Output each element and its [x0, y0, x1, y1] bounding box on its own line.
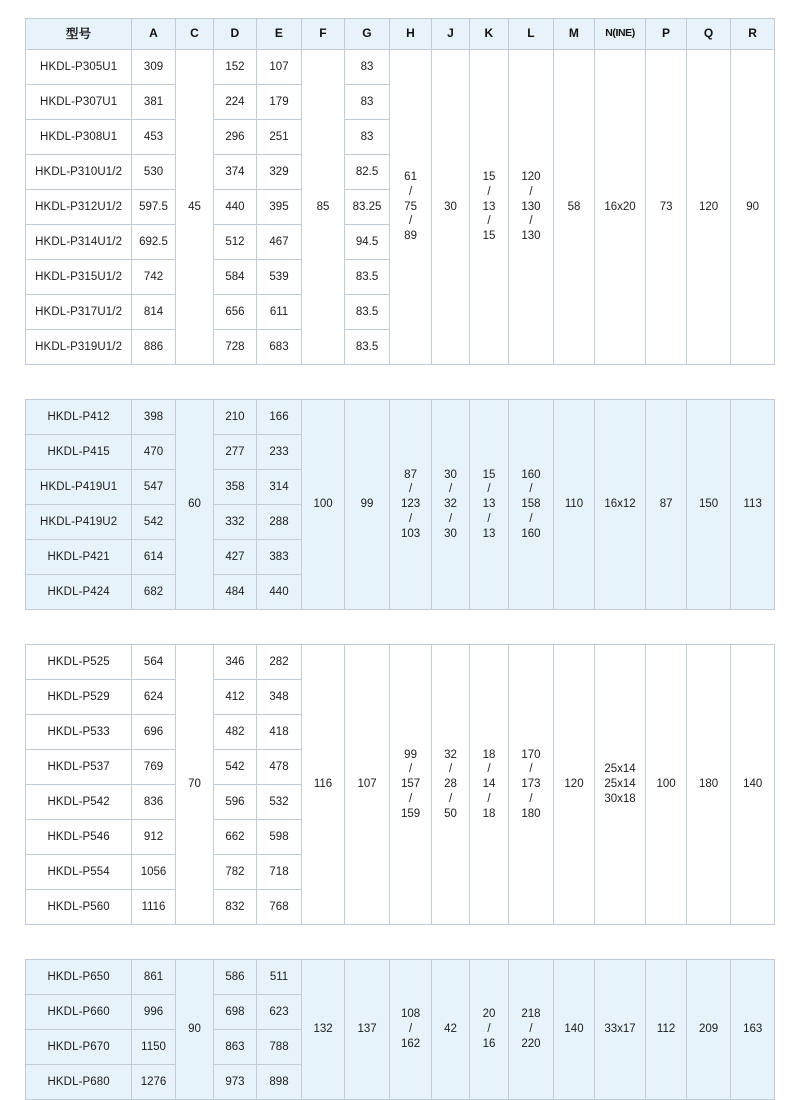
cell-a: 614 — [132, 540, 176, 575]
column-header-l: L — [508, 19, 554, 50]
table-section-1 — [26, 50, 775, 365]
cell-e: 718 — [256, 855, 302, 890]
cell-e: 166 — [256, 400, 302, 435]
cell-q-merged: 180 — [686, 645, 731, 925]
column-header-p: P — [646, 19, 686, 50]
cell-a: 453 — [132, 120, 176, 155]
cell-g-merged: 99 — [344, 400, 390, 610]
cell-d: 412 — [214, 680, 257, 715]
cell-g-merged: 107 — [344, 645, 390, 925]
cell-e: 329 — [256, 155, 302, 190]
cell-l-merged: 218 / 220 — [508, 960, 554, 1100]
column-header-model: 型号 — [26, 19, 132, 50]
cell-d: 332 — [214, 505, 257, 540]
cell-e: 539 — [256, 260, 302, 295]
cell-c-merged: 60 — [175, 400, 213, 610]
cell-g: 83.25 — [344, 190, 390, 225]
cell-model: HKDL-P310U1/2 — [26, 155, 132, 190]
cell-f-merged: 132 — [302, 960, 345, 1100]
cell-g: 94.5 — [344, 225, 390, 260]
cell-d: 863 — [214, 1030, 257, 1065]
cell-p-merged: 87 — [646, 400, 686, 610]
cell-d: 346 — [214, 645, 257, 680]
section-gutter — [26, 610, 775, 645]
cell-a: 309 — [132, 50, 176, 85]
cell-model: HKDL-P419U1 — [26, 470, 132, 505]
cell-model: HKDL-P525 — [26, 645, 132, 680]
cell-c-merged: 45 — [175, 50, 213, 365]
cell-d: 427 — [214, 540, 257, 575]
cell-l-merged: 170 / 173 / 180 — [508, 645, 554, 925]
cell-c-merged: 70 — [175, 645, 213, 925]
cell-q-merged: 209 — [686, 960, 731, 1100]
column-header-j: J — [431, 19, 469, 50]
cell-j-merged: 30 — [431, 50, 469, 365]
cell-g: 82.5 — [344, 155, 390, 190]
cell-model: HKDL-P421 — [26, 540, 132, 575]
cell-a: 886 — [132, 330, 176, 365]
cell-r-merged: 113 — [731, 400, 775, 610]
column-header-g: G — [344, 19, 390, 50]
cell-a: 692.5 — [132, 225, 176, 260]
specification-table — [25, 18, 775, 1100]
cell-k-merged: 15 / 13 / 15 — [470, 50, 508, 365]
cell-j-merged: 32 / 28 / 50 — [431, 645, 469, 925]
cell-d: 484 — [214, 575, 257, 610]
table-section-3 — [26, 645, 775, 925]
cell-m-merged: 140 — [554, 960, 594, 1100]
cell-g: 83.5 — [344, 260, 390, 295]
section-gutter — [26, 365, 775, 400]
cell-a: 597.5 — [132, 190, 176, 225]
column-header-d: D — [214, 19, 257, 50]
cell-d: 210 — [214, 400, 257, 435]
cell-n-merged: 16x20 — [594, 50, 646, 365]
column-header-f: F — [302, 19, 345, 50]
cell-e: 440 — [256, 575, 302, 610]
cell-a: 996 — [132, 995, 176, 1030]
cell-a: 398 — [132, 400, 176, 435]
cell-d: 584 — [214, 260, 257, 295]
column-header-h: H — [390, 19, 431, 50]
cell-d: 358 — [214, 470, 257, 505]
table-section-2 — [26, 400, 775, 610]
cell-p-merged: 73 — [646, 50, 686, 365]
cell-model: HKDL-P412 — [26, 400, 132, 435]
cell-e: 282 — [256, 645, 302, 680]
table-row — [26, 645, 775, 680]
cell-model: HKDL-P319U1/2 — [26, 330, 132, 365]
cell-q-merged: 150 — [686, 400, 731, 610]
cell-d: 728 — [214, 330, 257, 365]
section-gutter-cell — [26, 925, 775, 960]
cell-k-merged: 20 / 16 — [470, 960, 508, 1100]
cell-h-merged: 87 / 123 / 103 — [390, 400, 431, 610]
cell-f-merged: 100 — [302, 400, 345, 610]
cell-e: 623 — [256, 995, 302, 1030]
cell-a: 1276 — [132, 1065, 176, 1100]
cell-d: 698 — [214, 995, 257, 1030]
cell-m-merged: 120 — [554, 645, 594, 925]
cell-a: 381 — [132, 85, 176, 120]
cell-model: HKDL-P424 — [26, 575, 132, 610]
cell-e: 768 — [256, 890, 302, 925]
cell-model: HKDL-P537 — [26, 750, 132, 785]
cell-e: 251 — [256, 120, 302, 155]
cell-model: HKDL-P670 — [26, 1030, 132, 1065]
cell-e: 288 — [256, 505, 302, 540]
cell-j-merged: 30 / 32 / 30 — [431, 400, 469, 610]
cell-a: 564 — [132, 645, 176, 680]
cell-d: 656 — [214, 295, 257, 330]
cell-a: 547 — [132, 470, 176, 505]
column-header-a: A — [132, 19, 176, 50]
table-header — [26, 19, 775, 50]
cell-e: 611 — [256, 295, 302, 330]
table-section-4 — [26, 960, 775, 1100]
cell-a: 742 — [132, 260, 176, 295]
cell-p-merged: 112 — [646, 960, 686, 1100]
cell-e: 598 — [256, 820, 302, 855]
cell-e: 179 — [256, 85, 302, 120]
section-gutter-cell — [26, 365, 775, 400]
header-row — [26, 19, 775, 50]
cell-model: HKDL-P317U1/2 — [26, 295, 132, 330]
cell-a: 769 — [132, 750, 176, 785]
cell-g: 83.5 — [344, 330, 390, 365]
cell-d: 596 — [214, 785, 257, 820]
column-header-r: R — [731, 19, 775, 50]
cell-d: 152 — [214, 50, 257, 85]
cell-h-merged: 61 / 75 / 89 — [390, 50, 431, 365]
cell-model: HKDL-P315U1/2 — [26, 260, 132, 295]
section-gutter — [26, 925, 775, 960]
cell-model: HKDL-P305U1 — [26, 50, 132, 85]
cell-j-merged: 42 — [431, 960, 469, 1100]
cell-d: 277 — [214, 435, 257, 470]
cell-k-merged: 15 / 13 / 13 — [470, 400, 508, 610]
cell-e: 898 — [256, 1065, 302, 1100]
cell-model: HKDL-P308U1 — [26, 120, 132, 155]
cell-g: 83 — [344, 120, 390, 155]
cell-n-merged: 16x12 — [594, 400, 646, 610]
cell-e: 478 — [256, 750, 302, 785]
cell-r-merged: 163 — [731, 960, 775, 1100]
column-header-n: N(INE) — [594, 19, 646, 50]
cell-d: 440 — [214, 190, 257, 225]
cell-a: 624 — [132, 680, 176, 715]
cell-e: 683 — [256, 330, 302, 365]
cell-e: 314 — [256, 470, 302, 505]
cell-model: HKDL-P542 — [26, 785, 132, 820]
cell-g-merged: 137 — [344, 960, 390, 1100]
cell-model: HKDL-P560 — [26, 890, 132, 925]
cell-model: HKDL-P419U2 — [26, 505, 132, 540]
cell-model: HKDL-P660 — [26, 995, 132, 1030]
cell-d: 542 — [214, 750, 257, 785]
cell-a: 814 — [132, 295, 176, 330]
section-gutter-cell — [26, 610, 775, 645]
cell-a: 542 — [132, 505, 176, 540]
cell-d: 662 — [214, 820, 257, 855]
cell-e: 233 — [256, 435, 302, 470]
cell-a: 1056 — [132, 855, 176, 890]
cell-model: HKDL-P546 — [26, 820, 132, 855]
cell-d: 832 — [214, 890, 257, 925]
cell-model: HKDL-P415 — [26, 435, 132, 470]
cell-l-merged: 160 / 158 / 160 — [508, 400, 554, 610]
cell-e: 395 — [256, 190, 302, 225]
table-row — [26, 960, 775, 995]
cell-m-merged: 58 — [554, 50, 594, 365]
cell-r-merged: 90 — [731, 50, 775, 365]
column-header-m: M — [554, 19, 594, 50]
cell-q-merged: 120 — [686, 50, 731, 365]
cell-f-merged: 116 — [302, 645, 345, 925]
cell-a: 530 — [132, 155, 176, 190]
cell-a: 682 — [132, 575, 176, 610]
cell-c-merged: 90 — [175, 960, 213, 1100]
cell-model: HKDL-P307U1 — [26, 85, 132, 120]
cell-d: 224 — [214, 85, 257, 120]
cell-h-merged: 108 / 162 — [390, 960, 431, 1100]
cell-model: HKDL-P314U1/2 — [26, 225, 132, 260]
cell-model: HKDL-P533 — [26, 715, 132, 750]
cell-g: 83 — [344, 50, 390, 85]
cell-d: 586 — [214, 960, 257, 995]
column-header-e: E — [256, 19, 302, 50]
cell-d: 296 — [214, 120, 257, 155]
column-header-k: K — [470, 19, 508, 50]
cell-p-merged: 100 — [646, 645, 686, 925]
table-row — [26, 50, 775, 85]
table-row — [26, 400, 775, 435]
cell-d: 374 — [214, 155, 257, 190]
cell-f-merged: 85 — [302, 50, 345, 365]
cell-a: 470 — [132, 435, 176, 470]
cell-model: HKDL-P680 — [26, 1065, 132, 1100]
cell-e: 418 — [256, 715, 302, 750]
column-header-c: C — [175, 19, 213, 50]
cell-e: 107 — [256, 50, 302, 85]
cell-g: 83.5 — [344, 295, 390, 330]
cell-e: 348 — [256, 680, 302, 715]
cell-d: 512 — [214, 225, 257, 260]
cell-d: 482 — [214, 715, 257, 750]
cell-m-merged: 110 — [554, 400, 594, 610]
cell-a: 912 — [132, 820, 176, 855]
cell-h-merged: 99 / 157 / 159 — [390, 645, 431, 925]
cell-n-merged: 33x17 — [594, 960, 646, 1100]
cell-model: HKDL-P529 — [26, 680, 132, 715]
cell-e: 467 — [256, 225, 302, 260]
cell-k-merged: 18 / 14 / 18 — [470, 645, 508, 925]
cell-r-merged: 140 — [731, 645, 775, 925]
cell-g: 83 — [344, 85, 390, 120]
cell-n-merged: 25x14 25x14 30x18 — [594, 645, 646, 925]
cell-d: 973 — [214, 1065, 257, 1100]
cell-e: 532 — [256, 785, 302, 820]
cell-e: 511 — [256, 960, 302, 995]
cell-a: 836 — [132, 785, 176, 820]
cell-e: 788 — [256, 1030, 302, 1065]
cell-e: 383 — [256, 540, 302, 575]
cell-d: 782 — [214, 855, 257, 890]
cell-a: 1116 — [132, 890, 176, 925]
cell-model: HKDL-P312U1/2 — [26, 190, 132, 225]
cell-a: 861 — [132, 960, 176, 995]
cell-model: HKDL-P554 — [26, 855, 132, 890]
cell-model: HKDL-P650 — [26, 960, 132, 995]
cell-a: 1150 — [132, 1030, 176, 1065]
cell-l-merged: 120 / 130 / 130 — [508, 50, 554, 365]
column-header-q: Q — [686, 19, 731, 50]
cell-a: 696 — [132, 715, 176, 750]
